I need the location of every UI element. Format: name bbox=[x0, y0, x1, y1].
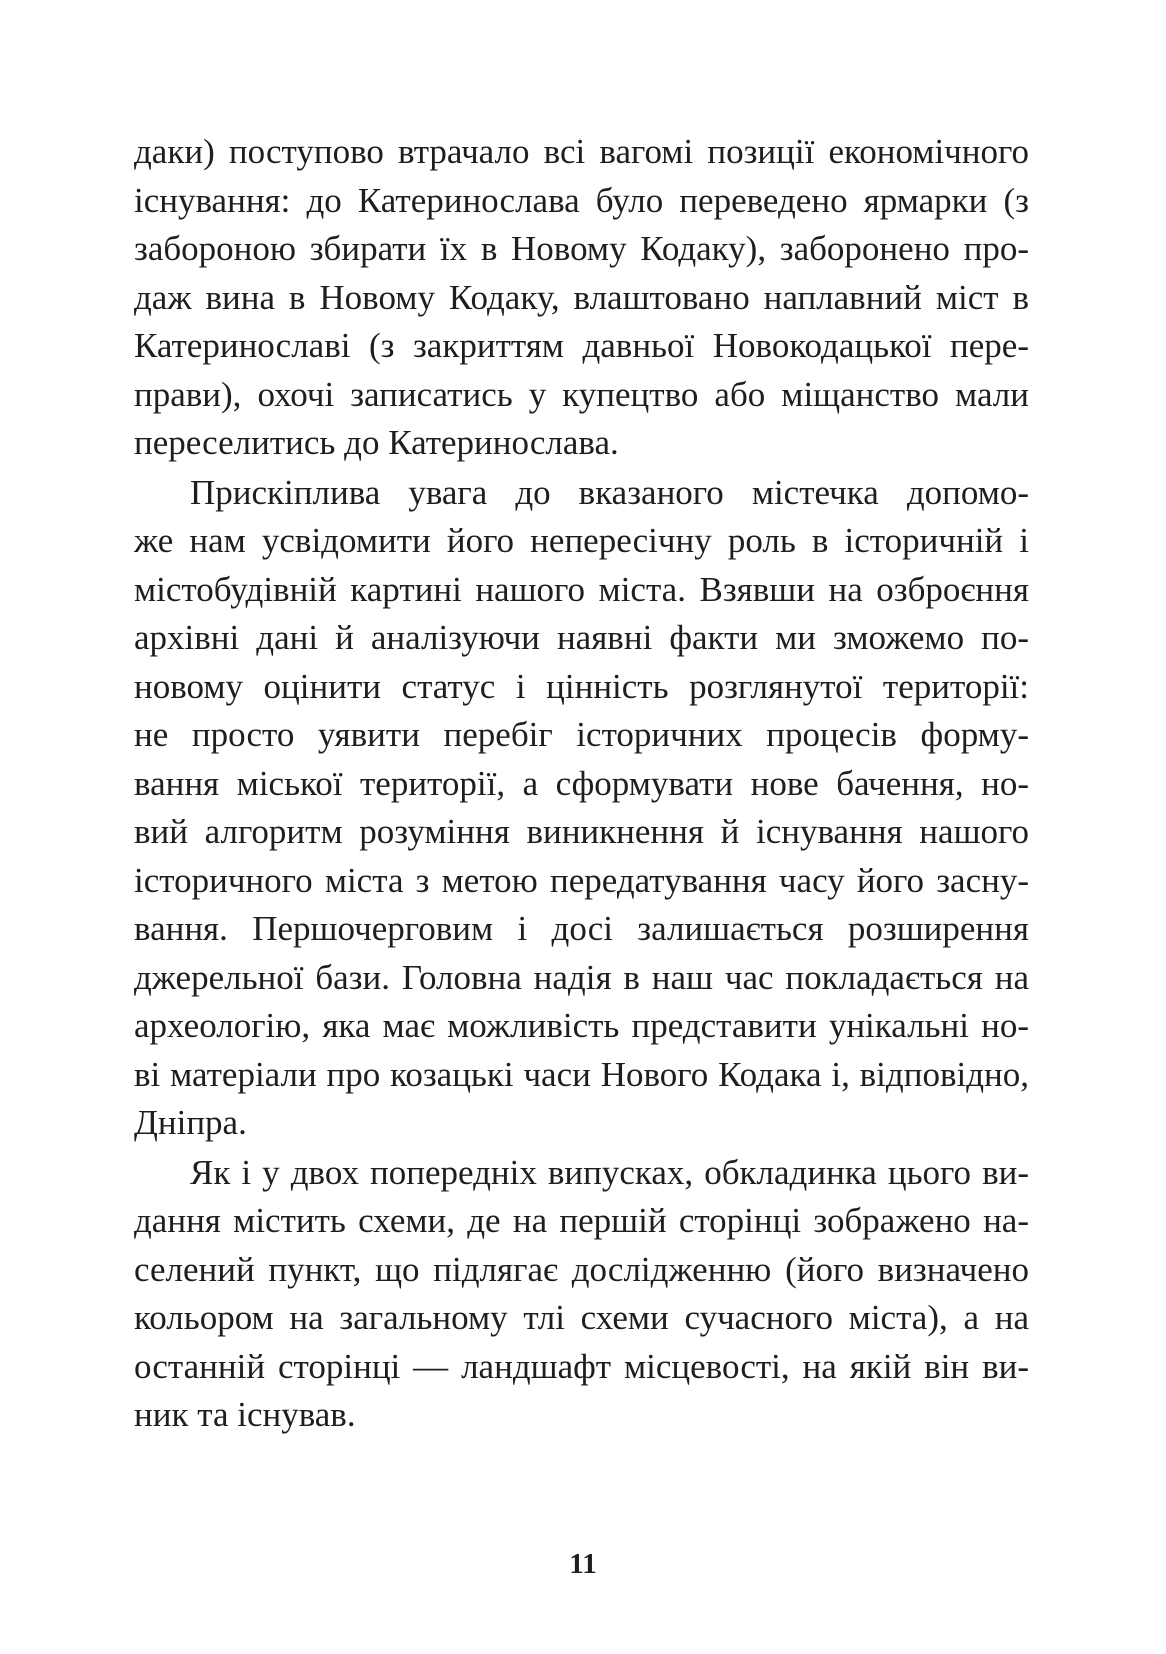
text-line: вий алгоритм розуміння виникнення й існування нашого bbox=[134, 812, 1029, 851]
text-line: Катеринославі (з закриттям давньої Новокодацької пере- bbox=[134, 326, 1029, 365]
text-line: джерельної бази. Головна надія в наш час покладається на bbox=[134, 957, 1029, 997]
text-line: не просто уявити перебіг історичних процесів форму- bbox=[134, 715, 1029, 754]
text-line: містобудівній картині нашого міста. Взявши на озброєння bbox=[134, 569, 1029, 609]
text-line: археологію, яка має можливість представити унікальні но- bbox=[134, 1006, 1029, 1045]
text-line: дання містить схеми, де на першій сторінці зображено на- bbox=[134, 1201, 1029, 1240]
text-line: кольором на загальному тлі схеми сучасного міста), а на bbox=[134, 1298, 1029, 1337]
paragraph-1 bbox=[134, 128, 1029, 468]
text-line: вання. Першочерговим і досі залишається розширення bbox=[134, 909, 1029, 948]
text-line: Прискіплива увага до вказаного містечка допомо- bbox=[190, 472, 1029, 512]
text-line: селений пункт, що підлягає дослідженню (його визначено bbox=[134, 1249, 1029, 1289]
text-line: новому оцінити статус і цінність розглянутої території: bbox=[134, 666, 1029, 706]
body-text bbox=[134, 128, 1029, 1440]
text-line: даки) поступово втрачало всі вагомі позиції економічного bbox=[134, 132, 1029, 171]
text-line: прави), охочі записатись у купецтво або міщанство мали bbox=[134, 374, 1029, 414]
text-line: же нам усвідомити його непересічну роль в історичній і bbox=[134, 521, 1029, 560]
page-number: 11 bbox=[569, 1548, 597, 1580]
text-line: переселитись до Катеринослава. bbox=[134, 423, 619, 462]
text-line: архівні дані й аналізуючи наявні факти ми зможемо по- bbox=[134, 618, 1029, 657]
text-line: забороною збирати їх в Новому Кодаку), заборонено про- bbox=[134, 229, 1029, 268]
text-line: даж вина в Новому Кодаку, влаштовано наплавний міст в bbox=[134, 277, 1029, 317]
text-line: історичного міста з метою передатування часу його засну- bbox=[134, 860, 1029, 900]
text-line: існування: до Катеринослава було переведено ярмарки (з bbox=[134, 180, 1029, 220]
text-line: ві матеріали про козацькі часи Нового Кодака і, відповідно, bbox=[134, 1054, 1029, 1094]
paragraph-2 bbox=[134, 469, 1029, 1148]
text-line: ник та існував. bbox=[134, 1395, 356, 1434]
text-line: останній сторінці — ландшафт місцевості, на якій він ви- bbox=[134, 1346, 1029, 1386]
text-line: Як і у двох попередніх випусках, обкладинка цього ви- bbox=[190, 1152, 1029, 1192]
text-line: вання міської території, а сформувати нове бачення, но- bbox=[134, 763, 1029, 803]
paragraph-3 bbox=[134, 1149, 1029, 1440]
text-line: Дніпра. bbox=[134, 1103, 247, 1142]
